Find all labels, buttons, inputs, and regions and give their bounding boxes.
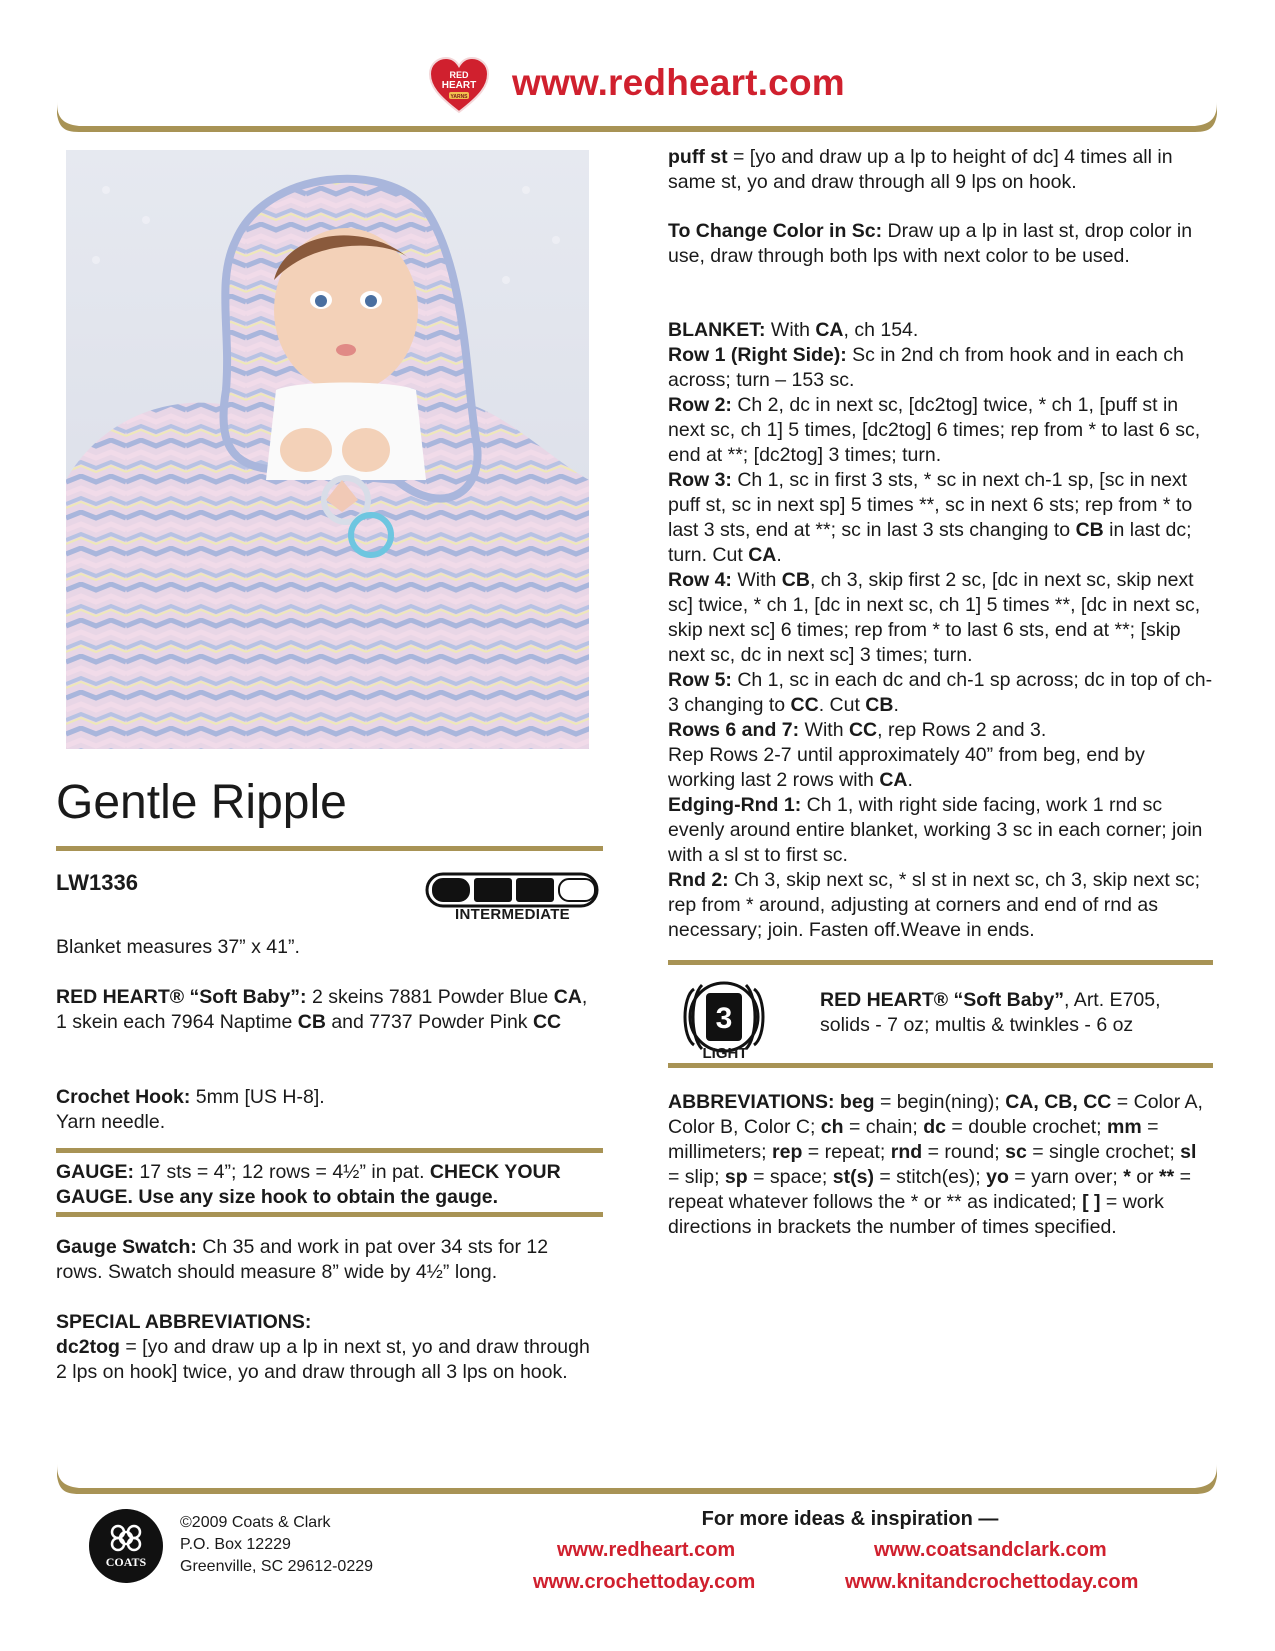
special-abbreviations: [56, 1310, 596, 1385]
blanket-text: , ch 154.: [843, 319, 919, 341]
color-code: CA: [815, 319, 844, 341]
needle-text: Yarn needle.: [56, 1111, 166, 1133]
footer-link-coatsandclark[interactable]: www.coatsandclark.com: [874, 1539, 1107, 1561]
row4-label: Row 4:: [668, 569, 732, 591]
gauge-check: CHECK YOUR GAUGE. Use any size hook to obtain the gauge.: [56, 1161, 561, 1208]
gauge-top-divider: [56, 1148, 603, 1153]
row3-text: Ch 1, sc in first 3 sts, * sc in next ch-1 sp, [sc in next puff st, sc in next sp] 5 times **, sc in next 6 sts; rep from * to last 3 sts, end at **; sc in last 3 sts changing to: [668, 469, 1193, 541]
yarn-info-top-divider: [668, 960, 1213, 965]
color-code: CA: [748, 544, 777, 566]
site-url-link[interactable]: www.redheart.com: [512, 62, 845, 103]
gauge-swatch: [56, 1235, 596, 1285]
color-code: CB: [781, 569, 810, 591]
svg-text:3: 3: [715, 1002, 733, 1035]
abbr-label: ABBREVIATIONS:: [668, 1091, 835, 1113]
color-code: CC: [532, 1011, 562, 1033]
footer-link-knitandcrochettoday[interactable]: www.knitandcrochettoday.com: [845, 1571, 1139, 1593]
row2-text: Ch 2, dc in next sc, [dc2tog] twice, * ch 1, [puff st in next sc, ch 1] 5 times, [dc2tog] 6 times; rep from * to last 6 sc, end at **; [dc2tog] 3 times; turn.: [668, 394, 1201, 466]
gauge-label: GAUGE:: [56, 1161, 134, 1183]
row5-text: .: [893, 694, 899, 716]
yarninfo-text: , Art. E705, solids - 7 oz; multis & twinkles - 6 oz: [820, 989, 1161, 1036]
yarn-text: , 1 skein each 7964 Naptime: [56, 986, 588, 1033]
abbr-term: rep: [772, 1141, 803, 1163]
pattern-title: Gentle Ripple: [56, 776, 347, 829]
abbr-term: CA, CB, CC: [1005, 1091, 1112, 1113]
skill-bar-filled: [475, 879, 511, 901]
footer-link-redheart[interactable]: www.redheart.com: [557, 1539, 736, 1561]
abbr-term: beg: [839, 1091, 875, 1113]
yarn-text: 2 skeins 7881 Powder Blue: [306, 986, 554, 1008]
abbr-def: = work directions in brackets the number of times specified.: [668, 1191, 1164, 1238]
row4-text: , ch 3, skip first 2 sc, [dc in next sc, skip next sc] twice, * ch 1, [dc in next sc, ch 1] 5 times **, [dc in next sc, skip next sc] 6 times; rep from * to last 6 sts, end at **; [skip next sc, dc in next sc] 3 times; turn.: [668, 569, 1201, 666]
abbr-term: yo: [986, 1166, 1009, 1188]
rnd2-text: Ch 3, skip next sc, * sl st in next sc, ch 3, skip next sc; rep from * around, adjusting at corners and end of rnd as necessary; join. Fasten off.Weave in ends.: [668, 869, 1201, 941]
blanket-text: With: [765, 319, 816, 341]
abbr-def: = round;: [922, 1141, 1006, 1163]
yarn-text: and 7737 Powder Pink: [325, 1011, 533, 1033]
baby-blanket-photo: [66, 150, 589, 749]
dc2tog-text: = [yo and draw up a lp in next st, yo and draw through 2 lps on hook] twice, yo and draw through all 3 lps on hook.: [56, 1336, 590, 1383]
abbr-term: [ ]: [1082, 1191, 1101, 1213]
color-code: CA: [879, 769, 908, 791]
puff-st-definition: [668, 145, 1208, 195]
address-line: Greenville, SC 29612-0229: [180, 1558, 374, 1575]
svg-text:HEART: HEART: [441, 80, 477, 91]
swatch-label: Gauge Swatch:: [56, 1236, 197, 1258]
row1-label: Row 1 (Right Side):: [668, 344, 847, 366]
gauge-info: [56, 1160, 601, 1210]
abbr-term: rnd: [890, 1141, 923, 1163]
special-heading: SPECIAL ABBREVIATIONS:: [56, 1311, 312, 1333]
yarninfo-label: RED HEART® “Soft Baby”: [820, 989, 1065, 1011]
skill-level-label: INTERMEDIATE: [455, 906, 570, 923]
more-ideas-heading: For more ideas & inspiration —: [701, 1508, 999, 1530]
abbr-term: *: [1123, 1166, 1131, 1188]
abbr-def: = begin(ning);: [874, 1091, 1006, 1113]
color-code: CC: [790, 694, 819, 716]
pattern-code: LW1336: [56, 870, 138, 895]
yarn-info: [820, 988, 1215, 1038]
edging-text: Ch 1, with right side facing, work 1 rnd sc evenly around entire blanket, working 3 sc in each corner; join with a sl st to first sc.: [668, 794, 1203, 866]
gauge-text: 17 sts = 4”; 12 rows = 4½” in pat.: [134, 1161, 430, 1183]
row1-text: Sc in 2nd ch from hook and in each ch across; turn – 153 sc.: [668, 344, 1184, 391]
color-code: CC: [848, 719, 878, 741]
footer-link-crochettoday[interactable]: www.crochettoday.com: [533, 1571, 756, 1593]
puff-text: = [yo and draw up a lp to height of dc] 4 times all in same st, yo and draw through all 9 lps on hook.: [668, 146, 1173, 193]
row67-label: Rows 6 and 7:: [668, 719, 800, 741]
color-code: CA: [553, 986, 582, 1008]
abbr-def: = repeat whatever follows the * or ** as indicated;: [668, 1166, 1191, 1213]
blanket-label: BLANKET:: [668, 319, 766, 341]
abbr-def: or: [1130, 1166, 1159, 1188]
color-code: CB: [297, 1011, 326, 1033]
gauge-bottom-divider: [56, 1212, 603, 1217]
address-line: P.O. Box 12229: [180, 1536, 291, 1553]
hook-requirements: [56, 1085, 596, 1135]
abbr-def: = yarn over;: [1008, 1166, 1124, 1188]
change-text: Draw up a lp in last st, drop color in use, draw through both lps with next color to be used.: [668, 220, 1193, 267]
puff-label: puff st: [668, 146, 728, 168]
svg-text:RED: RED: [449, 70, 469, 80]
rnd2-label: Rnd 2:: [668, 869, 729, 891]
row3-text: in last dc; turn. Cut: [668, 519, 1192, 566]
abbr-term: sl: [1180, 1141, 1197, 1163]
abbr-term: dc: [923, 1116, 947, 1138]
change-label: To Change Color in Sc:: [668, 220, 883, 242]
yarn-label: RED HEART® “Soft Baby”:: [56, 986, 307, 1008]
coats-logo-icon[interactable]: [88, 1508, 164, 1584]
color-code: CB: [1075, 519, 1104, 541]
svg-text:COATS: COATS: [105, 1555, 147, 1569]
skill-bar-filled: [517, 879, 553, 901]
abbr-def: = space;: [747, 1166, 833, 1188]
svg-text:YARNS: YARNS: [450, 94, 468, 100]
edging-label: Edging-Rnd 1:: [668, 794, 802, 816]
repeat-text: .: [907, 769, 913, 791]
hook-text: 5mm [US H-8].: [190, 1086, 325, 1108]
abbr-term: sc: [1005, 1141, 1027, 1163]
dc2tog-label: dc2tog: [56, 1336, 120, 1358]
swatch-text: Ch 35 and work in pat over 34 sts for 12 rows. Swatch should measure 8” wide by 4½” long.: [56, 1236, 549, 1283]
abbr-term: mm: [1107, 1116, 1142, 1138]
row2-label: Row 2:: [668, 394, 732, 416]
abbr-def: = slip;: [668, 1166, 725, 1188]
abbr-def: = repeat;: [802, 1141, 891, 1163]
change-color-instructions: [668, 219, 1208, 269]
abbr-def: = millimeters;: [668, 1116, 1159, 1163]
abbr-def: = single crochet;: [1026, 1141, 1181, 1163]
footer-swoosh-divider: [55, 1462, 1220, 1502]
address-line: ©2009 Coats & Clark: [180, 1514, 331, 1531]
header-swoosh-divider: [55, 100, 1220, 140]
yarn-weight-label: LIGHT: [702, 1045, 748, 1062]
abbr-term: **: [1158, 1166, 1175, 1188]
skill-bar-filled: [433, 879, 469, 901]
repeat-text: Rep Rows 2-7 until approximately 40” from beg, end by working last 2 rows with: [668, 744, 1145, 791]
abbr-def: = stitch(es);: [873, 1166, 987, 1188]
abbr-term: sp: [724, 1166, 748, 1188]
blanket-measurements: Blanket measures 37” x 41”.: [56, 936, 300, 958]
row67-text: , rep Rows 2 and 3.: [877, 719, 1047, 741]
row3-label: Row 3:: [668, 469, 732, 491]
abbreviations: [668, 1090, 1213, 1240]
yarn-requirements: [56, 985, 596, 1035]
abbr-term: st(s): [832, 1166, 874, 1188]
color-code: CB: [865, 694, 894, 716]
row5-label: Row 5:: [668, 669, 732, 691]
yarn-info-bottom-divider: [668, 1063, 1213, 1068]
abbr-def: = chain;: [843, 1116, 924, 1138]
title-divider: [56, 846, 603, 851]
hook-label: Crochet Hook:: [56, 1086, 191, 1108]
row5-text: . Cut: [818, 694, 866, 716]
abbr-def: = Color A, Color B, Color C;: [668, 1091, 1203, 1138]
row3-text: .: [776, 544, 782, 566]
blanket-instructions: [668, 318, 1213, 943]
skill-bar-empty: [559, 879, 595, 901]
row4-text: With: [731, 569, 782, 591]
row5-text: Ch 1, sc in each dc and ch-1 sp across; dc in top of ch-3 changing to: [668, 669, 1213, 716]
abbr-term: ch: [820, 1116, 844, 1138]
company-address: [180, 1512, 373, 1578]
abbr-def: = double crochet;: [946, 1116, 1107, 1138]
row67-text: With: [799, 719, 849, 741]
